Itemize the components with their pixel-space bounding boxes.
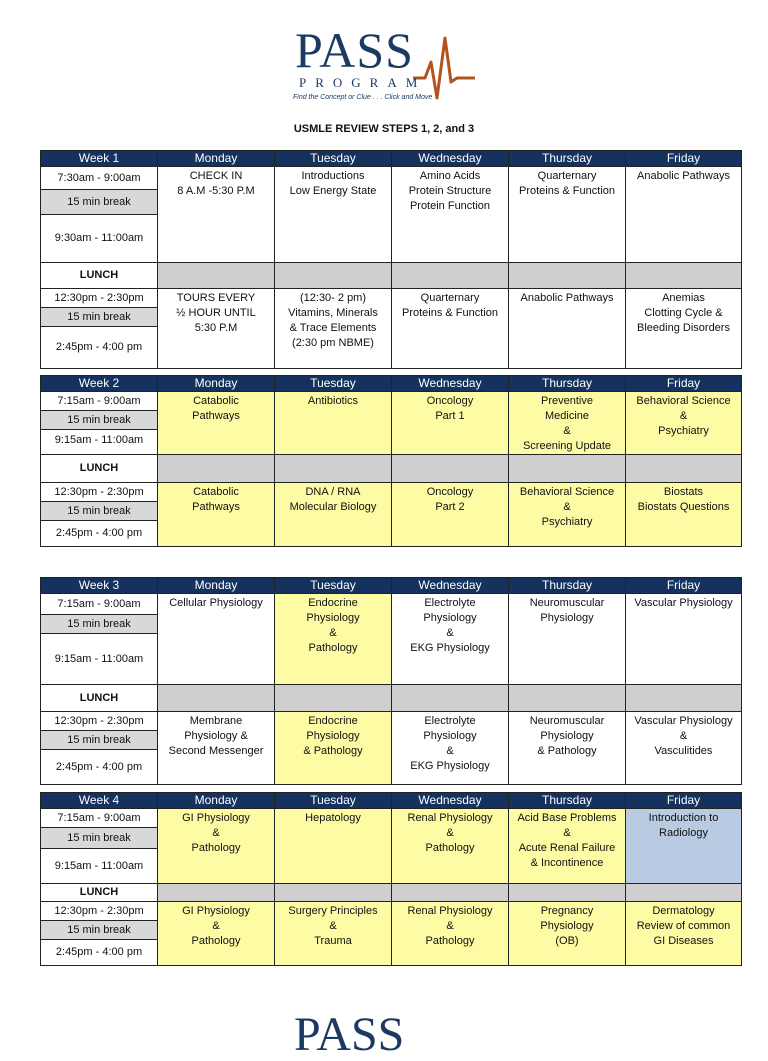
- time-slot: 12:30pm - 2:30pm: [41, 483, 157, 502]
- session-topic: Quarternary Proteins & Function: [402, 292, 498, 319]
- session-cell: [158, 289, 275, 369]
- time-slots: [41, 809, 158, 884]
- session-cell: [392, 289, 509, 369]
- session-cell: [275, 809, 392, 884]
- session-topic: Anemias Clotting Cycle & Bleeding Disorders: [637, 292, 730, 334]
- day-header: Tuesday: [275, 793, 392, 809]
- session-cell: [509, 712, 626, 785]
- session-topic: GI Physiology & Pathology: [182, 812, 250, 854]
- document-title: USMLE REVIEW STEPS 1, 2, and 3: [293, 123, 475, 135]
- session-cell: [392, 809, 509, 884]
- lunch-cell: [275, 685, 392, 712]
- session-topic: GI Physiology & Pathology: [182, 905, 250, 947]
- session-cell: [626, 712, 742, 785]
- lunch-cell: [626, 263, 742, 289]
- session-topic: Pregnancy Physiology (OB): [540, 905, 594, 947]
- lunch-cell: [509, 455, 626, 483]
- lunch-cell: [392, 685, 509, 712]
- lunch-cell: [275, 263, 392, 289]
- lunch-cell: [158, 884, 275, 902]
- session-cell: [509, 902, 626, 966]
- session-cell: [626, 167, 742, 263]
- lunch-label: LUNCH: [41, 263, 158, 289]
- session-topic: Surgery Principles & Trauma: [288, 905, 378, 947]
- break-slot: 15 min break: [41, 731, 157, 750]
- day-header: Friday: [626, 151, 742, 167]
- time-slot: 12:30pm - 2:30pm: [41, 712, 157, 731]
- time-slots: [41, 289, 158, 369]
- session-topic: Cellular Physiology: [169, 597, 263, 609]
- session-topic: Behavioral Science & Psychiatry: [519, 486, 615, 528]
- session-cell: [275, 289, 392, 369]
- session-topic: CHECK IN 8 A.M -5:30 P.M: [177, 170, 255, 197]
- logo-subtitle: PROGRAM: [299, 75, 427, 90]
- session-topic: Amino Acids Protein Structure Protein Function: [408, 170, 492, 212]
- lunch-cell: [158, 263, 275, 289]
- break-slot: 15 min break: [41, 921, 157, 940]
- week-schedule-table: [40, 375, 742, 547]
- session-cell: [626, 902, 742, 966]
- week-schedule-table: [40, 577, 742, 785]
- session-cell: [392, 167, 509, 263]
- session-topic: Electrolyte Physiology & EKG Physiology: [410, 597, 490, 654]
- session-cell: [158, 392, 275, 455]
- break-slot: 15 min break: [41, 411, 157, 430]
- lunch-cell: [626, 685, 742, 712]
- time-slots: [41, 167, 158, 263]
- logo-word: PASS: [295, 22, 414, 78]
- time-slot: 2:45pm - 4:00 pm: [55, 946, 143, 958]
- session-topic: Anabolic Pathways: [520, 292, 614, 304]
- lunch-cell: [509, 263, 626, 289]
- session-cell: [509, 809, 626, 884]
- session-cell: [509, 167, 626, 263]
- session-topic: Membrane Physiology & Second Messenger: [168, 715, 264, 757]
- session-cell: [392, 902, 509, 966]
- day-header: Tuesday: [275, 578, 392, 594]
- footer-logo: PASS: [294, 1008, 405, 1061]
- session-topic: Renal Physiology & Pathology: [407, 905, 493, 947]
- session-cell: [275, 712, 392, 785]
- time-slot: 9:15am - 11:00am: [54, 433, 144, 446]
- session-cell: [509, 483, 626, 547]
- time-slots: [41, 712, 158, 785]
- lunch-cell: [392, 263, 509, 289]
- day-header: Thursday: [509, 376, 626, 392]
- session-cell: [626, 483, 742, 547]
- session-topic: Catabolic Pathways: [192, 395, 240, 422]
- session-topic: Vascular Physiology & Vasculitides: [634, 715, 733, 757]
- lunch-cell: [275, 884, 392, 902]
- day-header: Friday: [626, 578, 742, 594]
- session-topic: Endocrine Physiology & Pathology: [303, 715, 363, 757]
- time-slots: [41, 392, 158, 455]
- week-label: Week 2: [41, 376, 158, 392]
- time-slot: 7:15am - 9:00am: [41, 392, 157, 411]
- session-topic: Vascular Physiology: [634, 597, 733, 609]
- session-topic: DNA / RNA Molecular Biology: [289, 486, 377, 513]
- day-header: Monday: [158, 376, 275, 392]
- day-header: Wednesday: [392, 376, 509, 392]
- session-cell: [509, 594, 626, 685]
- logo-tagline: Find the Concept or Clue . . . Click and Move: [293, 94, 433, 101]
- session-topic: Hepatology: [305, 812, 361, 824]
- session-topic: Neuromuscular Physiology: [529, 597, 605, 624]
- session-cell: [509, 289, 626, 369]
- session-cell: [392, 594, 509, 685]
- break-slot: 15 min break: [41, 308, 157, 327]
- session-cell: [158, 902, 275, 966]
- day-header: Thursday: [509, 578, 626, 594]
- session-cell: [275, 594, 392, 685]
- session-cell: [392, 712, 509, 785]
- session-topic: TOURS EVERY ½ HOUR UNTIL 5:30 P.M: [176, 292, 256, 334]
- time-slot: 9:15am - 11:00am: [54, 859, 144, 872]
- lunch-cell: [392, 884, 509, 902]
- session-topic: Antibiotics: [307, 395, 359, 407]
- session-cell: [626, 392, 742, 455]
- day-header: Thursday: [509, 793, 626, 809]
- session-cell: [158, 483, 275, 547]
- day-header: Wednesday: [392, 151, 509, 167]
- session-cell: [626, 809, 742, 884]
- time-slot: 12:30pm - 2:30pm: [41, 902, 157, 921]
- week-schedule-table: [40, 150, 742, 369]
- session-topic: Neuromuscular Physiology & Pathology: [529, 715, 605, 757]
- day-header: Monday: [158, 151, 275, 167]
- pass-program-logo: [293, 24, 483, 108]
- session-cell: [158, 167, 275, 263]
- day-header: Wednesday: [392, 793, 509, 809]
- session-topic: Catabolic Pathways: [192, 486, 240, 513]
- session-cell: [626, 594, 742, 685]
- session-cell: [626, 289, 742, 369]
- week-label: Week 3: [41, 578, 158, 594]
- day-header: Monday: [158, 793, 275, 809]
- lunch-cell: [158, 685, 275, 712]
- week-label: Week 4: [41, 793, 158, 809]
- day-header: Friday: [626, 793, 742, 809]
- session-cell: [392, 392, 509, 455]
- day-header: Wednesday: [392, 578, 509, 594]
- session-topic: Preventive Medicine & Screening Update: [522, 395, 612, 452]
- break-slot: 15 min break: [41, 190, 157, 215]
- session-topic: Anabolic Pathways: [637, 170, 730, 182]
- session-topic: Quarternary Proteins & Function: [519, 170, 615, 197]
- time-slot: 2:45pm - 4:00 pm: [55, 760, 143, 773]
- session-topic: Endocrine Physiology & Pathology: [306, 597, 360, 654]
- session-topic: Introductions Low Energy State: [289, 170, 377, 197]
- session-cell: [275, 167, 392, 263]
- session-cell: [275, 392, 392, 455]
- week-schedule-table: [40, 792, 742, 966]
- session-cell: [158, 809, 275, 884]
- session-cell: [392, 483, 509, 547]
- session-cell: [275, 483, 392, 547]
- lunch-cell: [626, 884, 742, 902]
- time-slot: 7:15am - 9:00am: [41, 809, 157, 828]
- time-slot: 7:15am - 9:00am: [41, 594, 157, 615]
- break-slot: 15 min break: [41, 502, 157, 521]
- lunch-cell: [626, 455, 742, 483]
- lunch-cell: [509, 685, 626, 712]
- session-topic: Introduction to Radiology: [648, 812, 719, 839]
- lunch-cell: [392, 455, 509, 483]
- time-slots: [41, 902, 158, 966]
- session-topic: (12:30- 2 pm) Vitamins, Minerals & Trace Elements (2:30 pm NBME): [288, 292, 378, 349]
- time-slot: 2:45pm - 4:00 pm: [55, 527, 143, 539]
- session-topic: Dermatology Review of common GI Diseases: [636, 905, 731, 947]
- session-cell: [275, 902, 392, 966]
- break-slot: 15 min break: [41, 828, 157, 849]
- session-cell: [158, 712, 275, 785]
- time-slot: 12:30pm - 2:30pm: [41, 289, 157, 308]
- time-slots: [41, 594, 158, 685]
- lunch-label: LUNCH: [41, 884, 158, 902]
- session-topic: Behavioral Science & Psychiatry: [636, 395, 731, 437]
- lunch-label: LUNCH: [41, 455, 158, 483]
- day-header: Thursday: [509, 151, 626, 167]
- session-topic: Acid Base Problems & Acute Renal Failure & Incontinence: [517, 812, 617, 869]
- time-slots: [41, 483, 158, 547]
- lunch-cell: [158, 455, 275, 483]
- session-topic: Electrolyte Physiology & EKG Physiology: [410, 715, 490, 772]
- session-topic: Biostats Biostats Questions: [637, 486, 730, 513]
- time-slot: 9:15am - 11:00am: [54, 652, 144, 665]
- session-cell: [509, 392, 626, 455]
- day-header: Tuesday: [275, 376, 392, 392]
- session-topic: Renal Physiology & Pathology: [407, 812, 493, 854]
- day-header: Monday: [158, 578, 275, 594]
- session-cell: [158, 594, 275, 685]
- lunch-cell: [275, 455, 392, 483]
- session-topic: Oncology Part 2: [426, 486, 474, 513]
- break-slot: 15 min break: [41, 615, 157, 634]
- time-slot: 7:30am - 9:00am: [41, 167, 157, 190]
- day-header: Friday: [626, 376, 742, 392]
- lunch-label: LUNCH: [41, 685, 158, 712]
- lunch-cell: [509, 884, 626, 902]
- week-label: Week 1: [41, 151, 158, 167]
- session-topic: Oncology Part 1: [426, 395, 474, 422]
- time-slot: 9:30am - 11:00am: [54, 232, 144, 244]
- time-slot: 2:45pm - 4:00 pm: [55, 341, 143, 353]
- day-header: Tuesday: [275, 151, 392, 167]
